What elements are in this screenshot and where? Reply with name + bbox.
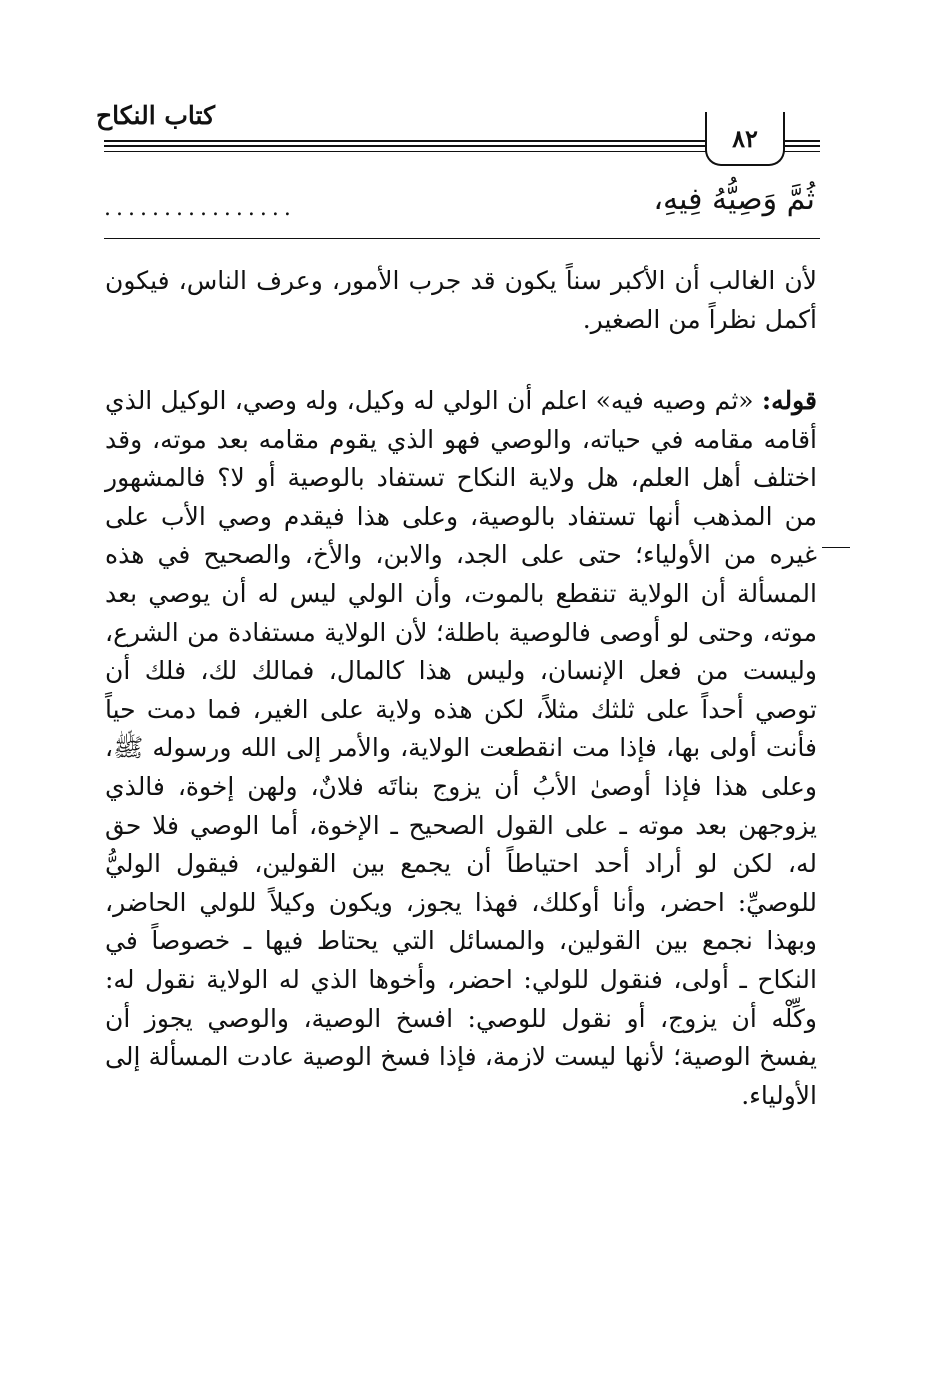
matn-separator-rule xyxy=(104,238,820,239)
running-header-title: كتاب النكاح xyxy=(96,101,215,130)
page-number: ٨٢ xyxy=(732,123,758,153)
paragraph-2-quote: «ثم وصيه فيه» xyxy=(587,386,762,415)
matn-text: ثُمَّ وَصِيُّهُ فِيهِ، xyxy=(653,182,815,217)
page-number-box xyxy=(705,112,785,166)
matn-dotted-leader: ................ xyxy=(104,196,296,221)
paragraph-2 xyxy=(105,382,817,1115)
paragraph-2-text: اعلم أن الولي له وكيل، وله وصي، الوكيل الذي أقامه مقامه في حياته، والوصي فهو الذي يقوم مقامه بعد موته، وقد اختلف أهل العلم، هل ولاية النكاح تستفاد بالوصية أو لا؟ فالمشهور من المذهب أنها تستفاد بالوصية، وعلى هذا فيقدم وصي الأب على غيره من الأولياء؛ حتى على الجد، والابن، والأخ، والصحيح في هذه المسألة أن الولاية تنقطع بالموت، وأن الولي ليس له أن يوصي بعد موته، وحتى لو أوصى فالوصية باطلة؛ لأن الولاية مستفادة من الشرع، وليست من فعل الإنسان، وليس هذا كالمال، فمالك لك، فلك أن توصي أحداً على ثلثك مثلاً، لكن هذه ولاية على الغير، فما دمت حياً فأنت أولى بها، فإذا مت انقطعت الولاية، والأمر إلى الله ورسوله ﷺ، وعلى هذا فإذا أوصىٰ الأبُ أن يزوج بناتَه فلانٌ، ولهن إخوة، فالذي يزوجهن بعد موته ـ على القول الصحيح ـ الإخوة، أما الوصي فلا حق له، لكن لو أراد أحد احتياطاً أن يجمع بين القولين، فيقول الوليُّ للوصيِّ: احضر، وأنا أوكلك، فهذا يجوز، ويكون وكيلاً للولي الحاضر، وبهذا نجمع بين القولين، والمسائل التي يحتاط فيها ـ خصوصاً في النكاح ـ أولى، فنقول للولي: احضر، وأخوها الذي له الولاية نقول له: وكِّلْه أن يزوج، أو نقول للوصي: افسخ الوصية، والوصي يجوز أن يفسخ الوصية؛ لأنها ليست لازمة، فإذا فسخ الوصية عادت المسألة إلى الأولياء. xyxy=(105,386,817,1110)
paragraph-2-lead: قوله: xyxy=(761,386,817,415)
margin-mark xyxy=(822,547,850,548)
paragraph-1: لأن الغالب أن الأكبر سناً يكون قد جرب الأمور، وعرف الناس، فيكون أكمل نظراً من الصغير. xyxy=(105,266,817,334)
